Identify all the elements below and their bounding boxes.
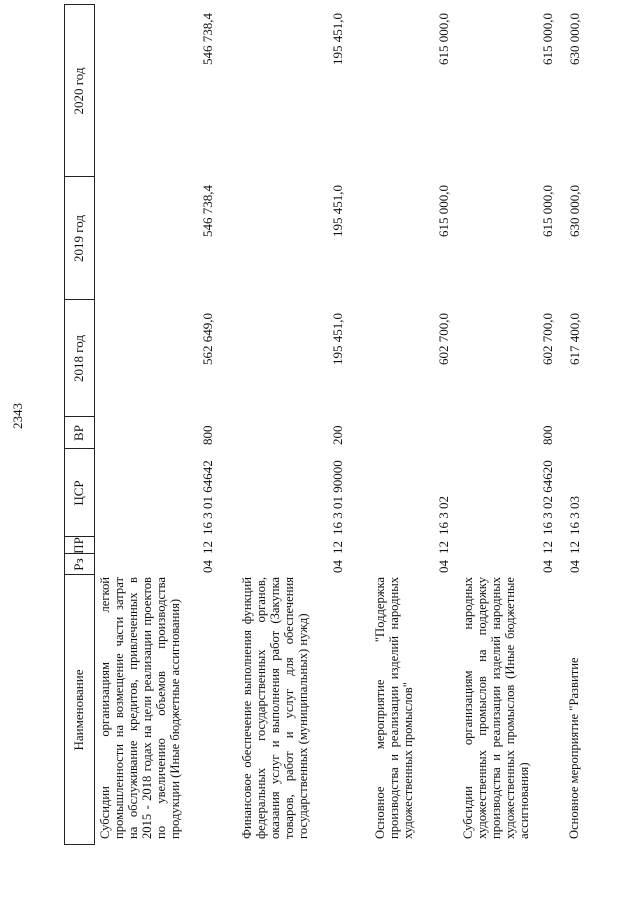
header-2020: 2020 год — [71, 67, 86, 115]
row-5-name: Основное мероприятие "Развитие — [567, 657, 581, 839]
row-3-2019: 615 000,0 — [436, 185, 451, 237]
header-2019: 2019 год — [71, 215, 86, 262]
row-1-2020: 546 738,4 — [200, 13, 215, 65]
page-number: 2343 — [10, 403, 25, 429]
row-5-2020: 630 000,0 — [567, 13, 582, 65]
row-4-name: Субсидии организациям народных художественных промыслов на поддержку производства и реализации изделий народных художественных промыслов (Иные бюджетные ассигнования) — [461, 577, 532, 839]
row-2-2020: 195 451,0 — [330, 13, 345, 65]
row-2-2018: 195 451,0 — [330, 313, 345, 365]
row-3-rz: 04 — [436, 560, 451, 573]
row-2-vr: 200 — [330, 425, 345, 445]
row-2-pr: 12 — [330, 541, 345, 554]
row-5-csr: 16 3 03 — [567, 496, 582, 535]
row-2-2019: 195 451,0 — [330, 185, 345, 237]
header-name: Наименование — [71, 669, 86, 751]
row-1-name: Субсидии организациям легкой промышленности на возмещение части затрат на обслуживание кредитов, привлеченных в 2015 - 2018 годах на цели реализации проектов по увеличению объемов производства продукции (Иные бюджетные ассигнования) — [98, 577, 183, 839]
row-2-csr: 16 3 01 90000 — [330, 460, 345, 535]
row-5-pr: 12 — [567, 541, 582, 554]
row-3-name: Основное мероприятие "Поддержка производства и реализации изделий народных художественных промыслов" — [373, 577, 416, 839]
row-4-2020: 615 000,0 — [540, 13, 555, 65]
header-pr: ПР — [71, 537, 86, 554]
row-4-csr: 16 3 02 64620 — [540, 460, 555, 535]
row-1-rz: 04 — [200, 560, 215, 573]
row-4-vr: 800 — [540, 425, 555, 445]
row-2-rz: 04 — [330, 560, 345, 573]
row-1-vr: 800 — [200, 425, 215, 445]
header-vr: ВР — [71, 425, 86, 441]
row-3-pr: 12 — [436, 541, 451, 554]
header-rz: Рз — [71, 558, 86, 571]
row-4-pr: 12 — [540, 541, 555, 554]
row-4-2018: 602 700,0 — [540, 313, 555, 365]
row-1-2019: 546 738,4 — [200, 185, 215, 237]
row-5-rz: 04 — [567, 560, 582, 573]
row-4-rz: 04 — [540, 560, 555, 573]
header-2018: 2018 год — [71, 335, 86, 382]
row-1-csr: 16 3 01 64642 — [200, 460, 215, 535]
row-5-2019: 630 000,0 — [567, 185, 582, 237]
row-3-2020: 615 000,0 — [436, 13, 451, 65]
row-2-name: Финансовое обеспечение выполнения функций федеральных государственных органов, оказания услуг и выполнения работ (Закупка товаров, работ и услуг для обеспечения государственных (муниципальных) нужд) — [240, 577, 311, 839]
row-3-csr: 16 3 02 — [436, 496, 451, 535]
row-5-2018: 617 400,0 — [567, 313, 582, 365]
row-4-2019: 615 000,0 — [540, 185, 555, 237]
row-1-2018: 562 649,0 — [200, 313, 215, 365]
header-csr: ЦСР — [71, 480, 86, 506]
row-1-pr: 12 — [200, 541, 215, 554]
row-3-2018: 602 700,0 — [436, 313, 451, 365]
